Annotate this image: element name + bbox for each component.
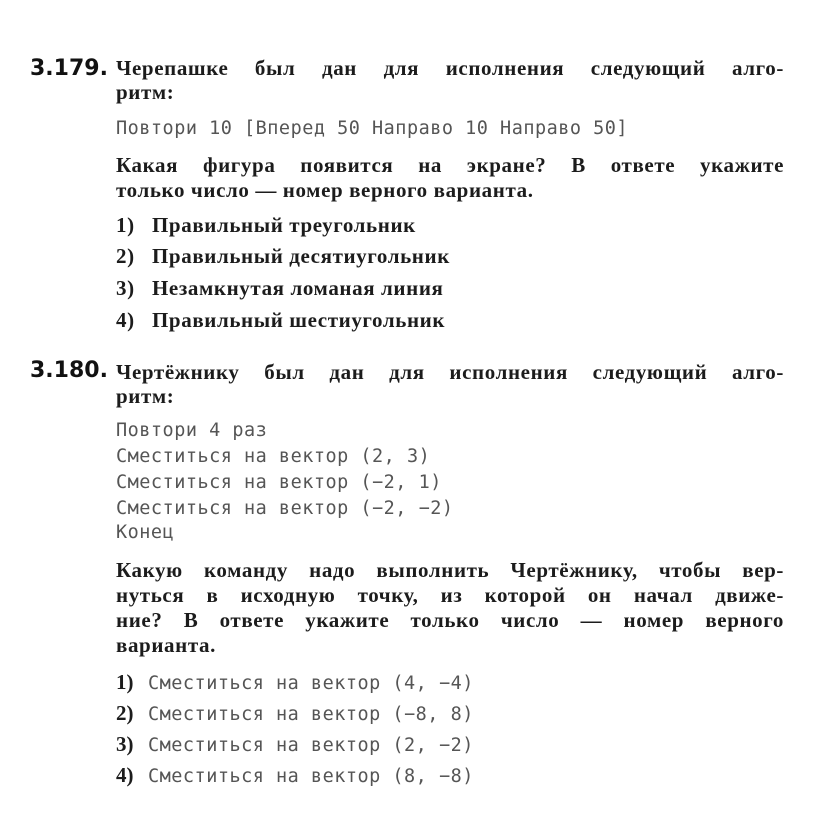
option-index: 4) — [116, 308, 135, 332]
question-line: Какая фигура появится на экране? В ответе укажите — [116, 153, 784, 177]
option-text: Правильный шестиугольник — [152, 308, 446, 332]
problem-intro-line: ритм: — [116, 384, 175, 408]
algorithm-code-line: Сместиться на вектор (−2, −2) — [116, 498, 454, 519]
problem-number: 3.179. — [30, 56, 108, 81]
option-text: Сместиться на вектор (8, −8) — [148, 766, 474, 787]
question-line: Какую команду надо выполнить Чертёжнику, чтобы вер- — [116, 558, 784, 582]
algorithm-code-line: Сместиться на вектор (2, 3) — [116, 446, 431, 467]
option-text: Незамкнутая ломаная линия — [152, 276, 444, 300]
algorithm-code-line: Сместиться на вектор (−2, 1) — [116, 472, 442, 493]
algorithm-code-line: Повтори 4 раз — [116, 420, 268, 441]
algorithm-code-line: Конец — [116, 522, 175, 543]
question-line: ние? В ответе укажите только число — номер верного — [116, 608, 784, 632]
option-index: 4) — [116, 763, 134, 787]
option-index: 2) — [116, 701, 134, 725]
option-text: Сместиться на вектор (−8, 8) — [148, 704, 474, 725]
problem-intro-line: Чертёжнику был дан для исполнения следующий алго- — [116, 360, 784, 384]
option-text: Правильный треугольник — [152, 213, 416, 237]
answer-option — [116, 308, 445, 333]
answer-option — [116, 670, 474, 695]
problem-intro-line: ритм: — [116, 80, 175, 104]
option-index: 3) — [116, 732, 134, 756]
option-index: 3) — [116, 276, 135, 300]
algorithm-code-line: Повтори 10 [Вперед 50 Направо 10 Направо 50] — [116, 118, 629, 139]
question-line: только число — номер верного варианта. — [116, 178, 534, 202]
problem-intro-line: Черепашке был дан для исполнения следующий алго- — [116, 56, 784, 80]
option-text: Сместиться на вектор (2, −2) — [148, 735, 474, 756]
answer-option — [116, 763, 474, 788]
option-index: 1) — [116, 213, 135, 237]
question-line: нуться в исходную точку, из которой он начал движе- — [116, 583, 784, 607]
option-text: Правильный десятиугольник — [152, 244, 450, 268]
answer-option — [116, 276, 443, 301]
answer-option — [116, 732, 474, 757]
answer-option — [116, 701, 474, 726]
answer-option — [116, 213, 416, 238]
option-text: Сместиться на вектор (4, −4) — [148, 673, 474, 694]
question-line: варианта. — [116, 633, 216, 657]
option-index: 1) — [116, 670, 134, 694]
option-index: 2) — [116, 244, 135, 268]
problem-number: 3.180. — [30, 358, 108, 383]
answer-option — [116, 244, 450, 269]
